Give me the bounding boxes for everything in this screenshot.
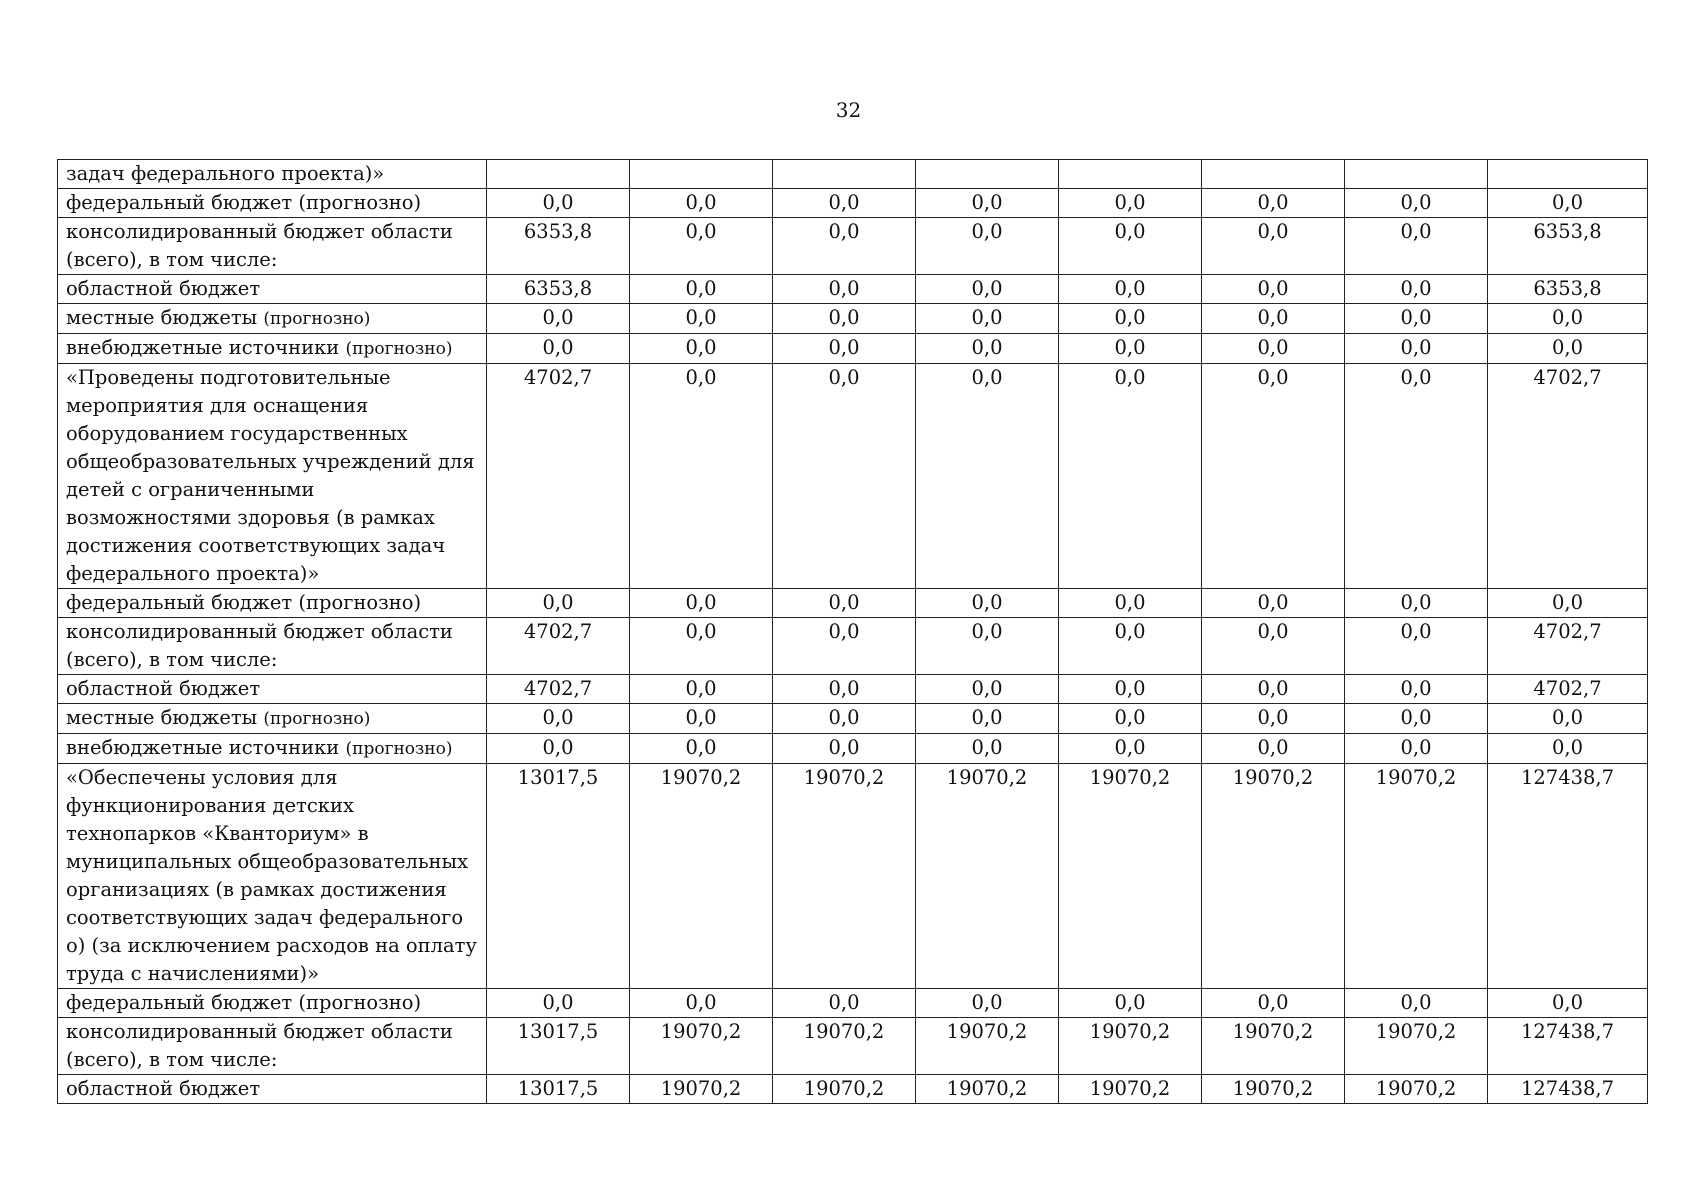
value-cell: 0,0	[1059, 734, 1202, 764]
value-cell: 0,0	[1488, 989, 1648, 1018]
value-cell: 19070,2	[773, 1018, 916, 1075]
table-row	[58, 589, 1648, 618]
table-row	[58, 275, 1648, 304]
value-cell: 0,0	[1345, 364, 1488, 589]
table-row	[58, 618, 1648, 675]
value-cell: 0,0	[630, 364, 773, 589]
value-cell: 4702,7	[487, 364, 630, 589]
row-label-text: федеральный бюджет (прогнозно)	[66, 591, 422, 614]
value-cell: 0,0	[1059, 989, 1202, 1018]
value-cell: 0,0	[916, 304, 1059, 334]
value-cell: 0,0	[1059, 618, 1202, 675]
value-cell: 0,0	[1488, 189, 1648, 218]
value-cell: 19070,2	[916, 1075, 1059, 1104]
row-label	[58, 989, 487, 1018]
row-label-suffix: (прогнозно)	[345, 739, 453, 759]
value-cell: 0,0	[916, 218, 1059, 275]
value-cell: 13017,5	[487, 1018, 630, 1075]
value-cell: 127438,7	[1488, 1018, 1648, 1075]
value-cell: 0,0	[916, 364, 1059, 589]
value-cell: 19070,2	[1202, 1075, 1345, 1104]
value-cell: 0,0	[1202, 334, 1345, 364]
value-cell: 19070,2	[630, 1075, 773, 1104]
value-cell: 19070,2	[1202, 764, 1345, 989]
row-label	[58, 160, 487, 189]
row-label-text: внебюджетные источники	[66, 736, 340, 759]
table-row	[58, 675, 1648, 704]
value-cell: 0,0	[1059, 334, 1202, 364]
value-cell: 0,0	[916, 189, 1059, 218]
page-number: 32	[835, 98, 862, 122]
value-cell	[1345, 160, 1488, 189]
value-cell: 0,0	[1202, 989, 1345, 1018]
value-cell: 0,0	[1345, 218, 1488, 275]
table-row	[58, 1018, 1648, 1075]
value-cell: 0,0	[1202, 275, 1345, 304]
row-label-text: внебюджетные источники	[66, 336, 340, 359]
value-cell: 0,0	[630, 704, 773, 734]
value-cell: 19070,2	[773, 1075, 916, 1104]
value-cell: 0,0	[916, 704, 1059, 734]
value-cell: 0,0	[916, 618, 1059, 675]
value-cell: 19070,2	[916, 1018, 1059, 1075]
value-cell: 0,0	[773, 304, 916, 334]
row-label-text: консолидированный бюджет области (всего), в том числе:	[66, 1020, 453, 1071]
row-label	[58, 618, 487, 675]
table-row	[58, 189, 1648, 218]
value-cell: 0,0	[916, 275, 1059, 304]
value-cell: 0,0	[773, 334, 916, 364]
value-cell: 0,0	[1345, 275, 1488, 304]
value-cell: 0,0	[630, 618, 773, 675]
value-cell: 0,0	[916, 589, 1059, 618]
value-cell: 0,0	[773, 618, 916, 675]
value-cell: 4702,7	[1488, 364, 1648, 589]
value-cell: 0,0	[1059, 364, 1202, 589]
value-cell: 0,0	[630, 189, 773, 218]
value-cell: 4702,7	[1488, 618, 1648, 675]
row-label	[58, 218, 487, 275]
table-row	[58, 989, 1648, 1018]
value-cell: 0,0	[1345, 989, 1488, 1018]
value-cell: 13017,5	[487, 1075, 630, 1104]
row-label	[58, 189, 487, 218]
value-cell: 0,0	[1059, 704, 1202, 734]
row-label-text: задач федерального проекта)»	[66, 162, 385, 185]
value-cell: 0,0	[1059, 304, 1202, 334]
value-cell: 19070,2	[630, 764, 773, 989]
value-cell: 19070,2	[1202, 1018, 1345, 1075]
value-cell: 0,0	[1345, 589, 1488, 618]
row-label	[58, 675, 487, 704]
row-label-text: консолидированный бюджет области (всего), в том числе:	[66, 220, 453, 271]
value-cell: 0,0	[487, 304, 630, 334]
budget-table	[57, 159, 1648, 1104]
table-row	[58, 334, 1648, 364]
value-cell: 0,0	[1202, 704, 1345, 734]
value-cell: 0,0	[630, 218, 773, 275]
value-cell: 0,0	[1202, 589, 1345, 618]
value-cell: 127438,7	[1488, 1075, 1648, 1104]
value-cell	[1059, 160, 1202, 189]
table-row	[58, 764, 1648, 989]
value-cell: 0,0	[1059, 189, 1202, 218]
row-label-text: областной бюджет	[66, 277, 261, 300]
value-cell: 0,0	[630, 989, 773, 1018]
value-cell: 127438,7	[1488, 764, 1648, 989]
value-cell: 0,0	[773, 704, 916, 734]
value-cell: 0,0	[1345, 304, 1488, 334]
value-cell: 6353,8	[487, 218, 630, 275]
row-label	[58, 275, 487, 304]
value-cell: 0,0	[1488, 589, 1648, 618]
value-cell: 0,0	[630, 589, 773, 618]
value-cell: 19070,2	[1345, 1018, 1488, 1075]
value-cell: 0,0	[1059, 589, 1202, 618]
row-label	[58, 304, 487, 334]
value-cell: 19070,2	[773, 764, 916, 989]
table-row	[58, 704, 1648, 734]
value-cell: 0,0	[773, 675, 916, 704]
row-label	[58, 764, 487, 989]
value-cell: 19070,2	[1345, 1075, 1488, 1104]
value-cell: 0,0	[916, 989, 1059, 1018]
value-cell: 4702,7	[487, 675, 630, 704]
value-cell: 19070,2	[1059, 1018, 1202, 1075]
row-label	[58, 1075, 487, 1104]
value-cell: 0,0	[1202, 218, 1345, 275]
value-cell: 0,0	[1059, 275, 1202, 304]
value-cell: 0,0	[487, 334, 630, 364]
value-cell: 19070,2	[630, 1018, 773, 1075]
value-cell: 0,0	[487, 589, 630, 618]
row-label-text: местные бюджеты	[66, 706, 258, 729]
value-cell: 0,0	[1488, 334, 1648, 364]
value-cell: 0,0	[773, 275, 916, 304]
value-cell: 19070,2	[916, 764, 1059, 989]
row-label-text: «Проведены подготовительные мероприятия для оснащения оборудованием государственных общеобразовательных учреждений для детей с ограниченными возможностями здоровья (в рамках достижения соответствующих задач федерального проекта)»	[66, 366, 475, 585]
value-cell: 0,0	[916, 675, 1059, 704]
value-cell: 19070,2	[1059, 764, 1202, 989]
value-cell: 4702,7	[487, 618, 630, 675]
value-cell: 0,0	[487, 989, 630, 1018]
value-cell: 0,0	[630, 304, 773, 334]
value-cell: 0,0	[1488, 304, 1648, 334]
row-label-suffix: (прогнозно)	[263, 709, 371, 729]
table-row	[58, 734, 1648, 764]
value-cell: 6353,8	[1488, 218, 1648, 275]
value-cell: 19070,2	[1345, 764, 1488, 989]
row-label-text: «Обеспечены условия для функционирования детских технопарков «Кванториум» в муниципальных общеобразовательных организациях (в рамках достижения соответствующих задач федерального о) (за исключением расходов на оплату труда с начислениями)»	[66, 766, 477, 985]
value-cell: 0,0	[1059, 675, 1202, 704]
value-cell: 6353,8	[1488, 275, 1648, 304]
value-cell: 0,0	[630, 334, 773, 364]
value-cell: 0,0	[773, 989, 916, 1018]
value-cell: 0,0	[773, 218, 916, 275]
value-cell: 0,0	[487, 189, 630, 218]
value-cell	[487, 160, 630, 189]
value-cell: 0,0	[916, 734, 1059, 764]
row-label	[58, 364, 487, 589]
value-cell: 0,0	[630, 675, 773, 704]
row-label-suffix: (прогнозно)	[345, 339, 453, 359]
value-cell: 0,0	[773, 364, 916, 589]
value-cell: 0,0	[1345, 675, 1488, 704]
value-cell: 0,0	[1202, 618, 1345, 675]
value-cell	[1202, 160, 1345, 189]
value-cell: 0,0	[487, 704, 630, 734]
value-cell: 0,0	[1345, 189, 1488, 218]
row-label	[58, 734, 487, 764]
value-cell: 0,0	[1345, 618, 1488, 675]
value-cell: 0,0	[1202, 734, 1345, 764]
value-cell: 0,0	[1202, 364, 1345, 589]
row-label-text: федеральный бюджет (прогнозно)	[66, 991, 422, 1014]
value-cell	[916, 160, 1059, 189]
value-cell: 0,0	[773, 189, 916, 218]
value-cell: 0,0	[1488, 704, 1648, 734]
row-label	[58, 589, 487, 618]
table-body	[58, 160, 1648, 1104]
row-label	[58, 1018, 487, 1075]
value-cell: 0,0	[630, 275, 773, 304]
row-label-text: федеральный бюджет (прогнозно)	[66, 191, 422, 214]
value-cell: 0,0	[1202, 304, 1345, 334]
value-cell	[773, 160, 916, 189]
value-cell	[1488, 160, 1648, 189]
table-row	[58, 1075, 1648, 1104]
value-cell: 0,0	[630, 734, 773, 764]
value-cell: 0,0	[1488, 734, 1648, 764]
value-cell: 0,0	[487, 734, 630, 764]
value-cell: 19070,2	[1059, 1075, 1202, 1104]
table-row	[58, 364, 1648, 589]
row-label-text: областной бюджет	[66, 1077, 261, 1100]
row-label-suffix: (прогнозно)	[263, 309, 371, 329]
value-cell: 0,0	[1345, 334, 1488, 364]
row-label	[58, 704, 487, 734]
value-cell: 0,0	[1059, 218, 1202, 275]
value-cell: 0,0	[1202, 189, 1345, 218]
table-row	[58, 218, 1648, 275]
row-label-text: консолидированный бюджет области (всего), в том числе:	[66, 620, 453, 671]
value-cell: 0,0	[1345, 734, 1488, 764]
value-cell: 0,0	[773, 734, 916, 764]
row-label-text: местные бюджеты	[66, 306, 258, 329]
value-cell: 0,0	[1202, 675, 1345, 704]
value-cell: 13017,5	[487, 764, 630, 989]
value-cell: 6353,8	[487, 275, 630, 304]
value-cell: 0,0	[1345, 704, 1488, 734]
row-label-text: областной бюджет	[66, 677, 261, 700]
row-label	[58, 334, 487, 364]
table-row	[58, 304, 1648, 334]
table-row	[58, 160, 1648, 189]
value-cell: 0,0	[773, 589, 916, 618]
value-cell: 0,0	[916, 334, 1059, 364]
value-cell	[630, 160, 773, 189]
value-cell: 4702,7	[1488, 675, 1648, 704]
